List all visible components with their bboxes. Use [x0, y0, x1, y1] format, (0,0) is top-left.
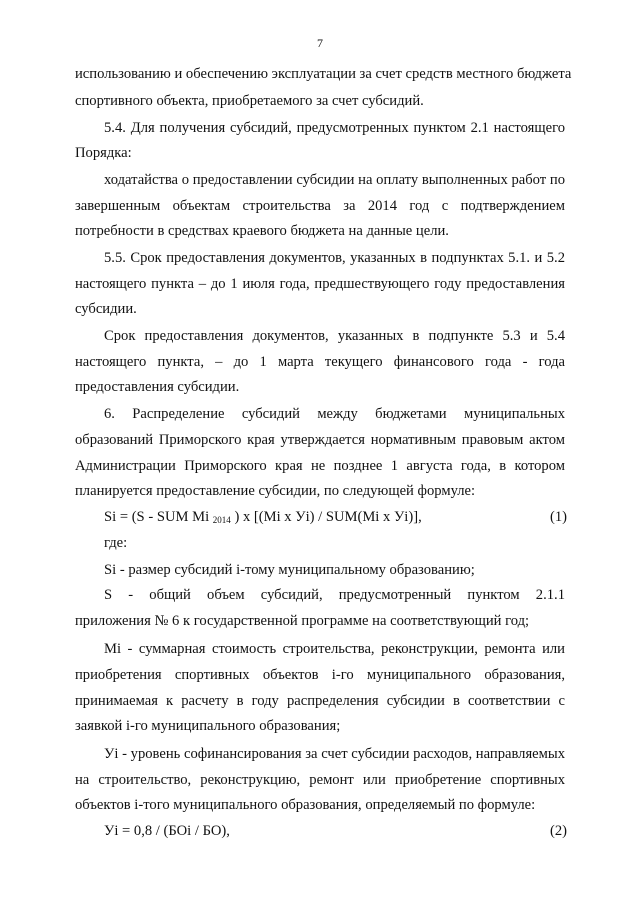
text-line: настоящего пункта – до 1 июля года, предшествующего году предоставления	[75, 276, 565, 292]
text-line: на строительство, реконструкцию, ремонт или приобретение спортивных	[75, 772, 565, 788]
formula-1-sub: 2014	[212, 515, 231, 525]
text-line: потребности в средствах краевого бюджета на данные цели.	[75, 223, 449, 239]
text-line: 6. Распределение субсидий между бюджетами муниципальных	[104, 406, 565, 422]
text-line: Администрации Приморского края не позднее 1 августа года, в котором	[75, 458, 565, 474]
text-line: заявкой i-го муниципального образования;	[75, 718, 341, 734]
text-line: настоящего пункта, – до 1 марта текущего финансового года - года	[75, 354, 565, 370]
text-line: субсидии.	[75, 301, 137, 317]
formula-1-number: (1)	[549, 509, 567, 525]
text-line: Порядка:	[75, 145, 132, 161]
text-line: завершенным объектам строительства за 2014 год с подтверждением	[75, 198, 565, 214]
text-line: предоставления субсидии.	[75, 379, 240, 395]
page-number: 7	[317, 36, 323, 50]
text-line: объектов i-того муниципального образования, определяемый по формуле:	[75, 797, 536, 813]
text-line: образований Приморского края утверждается нормативным правовым актом	[75, 432, 565, 448]
text-line: планируется предоставление субсидии, по следующей формуле:	[75, 483, 476, 499]
formula-2: Уi = 0,8 / (БОi / БО),	[104, 823, 230, 839]
text-line: приложения № 6 к государственной программе на соответствующий год;	[75, 613, 530, 629]
formula-2-number: (2)	[549, 823, 567, 839]
text-line: Срок предоставления документов, указанных в подпункте 5.3 и 5.4	[104, 328, 565, 344]
text-line: Уi - уровень софинансирования за счет субсидии расходов, направляемых	[104, 746, 565, 762]
text-line: 5.4. Для получения субсидий, предусмотренных пунктом 2.1 настоящего	[104, 120, 565, 136]
formula-1	[104, 507, 422, 530]
formula-1-pre: Si = (S - SUM Mi	[104, 509, 213, 525]
text-line: принимаемая к расчету в году распределения субсидии в соответствии с	[75, 693, 565, 709]
text-line: 5.5. Срок предоставления документов, указанных в подпунктах 5.1. и 5.2	[104, 250, 565, 266]
text-line: использованию и обеспечению эксплуатации за счет средств местного бюджета	[75, 66, 572, 82]
text-line: Mi - суммарная стоимость строительства, реконструкции, ремонта или	[104, 641, 565, 657]
text-line: S - общий объем субсидий, предусмотренный пунктом 2.1.1	[104, 587, 565, 603]
text-line: где:	[104, 535, 128, 551]
text-line: спортивного объекта, приобретаемого за счет субсидий.	[75, 93, 424, 109]
formula-1-post: ) x [(Mi x Уi) / SUM(Mi x Уi)],	[230, 509, 422, 525]
text-line: Si - размер субсидий i-тому муниципальному образованию;	[104, 562, 475, 578]
text-line: ходатайства о предоставлении субсидии на оплату выполненных работ по	[104, 172, 565, 188]
text-line: приобретения спортивных объектов i-го муниципального образования,	[75, 667, 565, 683]
